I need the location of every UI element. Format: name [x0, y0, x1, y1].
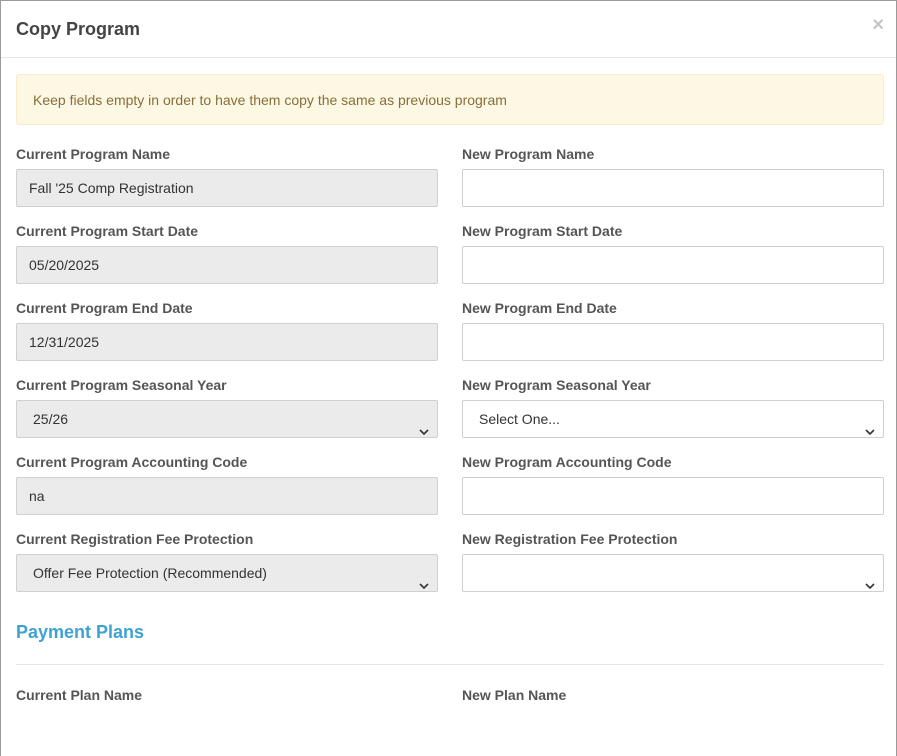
- current-program-seasonal-year-label: Current Program Seasonal Year: [16, 377, 227, 393]
- new-program-name-input[interactable]: [462, 169, 884, 207]
- new-field-col: [462, 223, 884, 284]
- field-row: [16, 454, 884, 515]
- current-plan-col: [16, 687, 438, 710]
- current-program-name-input: [16, 169, 438, 207]
- modal-body: [1, 58, 896, 710]
- field-value: 12/31/2025: [29, 334, 100, 350]
- current-field-col: [16, 146, 438, 207]
- field-row: [16, 531, 884, 592]
- current-field-col: [16, 377, 438, 438]
- divider: [16, 664, 884, 665]
- new-program-start-date-input[interactable]: [462, 246, 884, 284]
- current-field-col: [16, 223, 438, 284]
- new-plan-name-label: New Plan Name: [462, 687, 567, 703]
- field-value: Offer Fee Protection (Recommended): [33, 565, 267, 581]
- field-row: [16, 377, 884, 438]
- field-row: [16, 300, 884, 361]
- close-icon[interactable]: ×: [872, 14, 884, 36]
- new-program-name-label: New Program Name: [462, 146, 595, 162]
- new-field-col: [462, 531, 884, 592]
- chevron-down-icon: [865, 568, 875, 578]
- new-program-seasonal-year-label: New Program Seasonal Year: [462, 377, 651, 393]
- current-program-accounting-code-label: Current Program Accounting Code: [16, 454, 248, 470]
- current-registration-fee-protection-label: Current Registration Fee Protection: [16, 531, 254, 547]
- field-value: 25/26: [33, 411, 69, 427]
- chevron-down-icon: [419, 414, 429, 424]
- field-value: 05/20/2025: [29, 257, 100, 273]
- new-program-start-date-label: New Program Start Date: [462, 223, 623, 239]
- modal-header: [1, 1, 896, 58]
- field-rows: [16, 146, 884, 592]
- current-program-end-date-input: [16, 323, 438, 361]
- new-registration-fee-protection-select[interactable]: [462, 554, 884, 592]
- current-field-col: [16, 531, 438, 592]
- current-program-accounting-code-input: [16, 477, 438, 515]
- new-field-col: [462, 377, 884, 438]
- new-program-seasonal-year-select[interactable]: [462, 400, 884, 438]
- current-program-name-label: Current Program Name: [16, 146, 171, 162]
- chevron-down-icon: [865, 414, 875, 424]
- current-plan-name-label: Current Plan Name: [16, 687, 143, 703]
- new-plan-col: [462, 687, 884, 710]
- new-registration-fee-protection-label: New Registration Fee Protection: [462, 531, 678, 547]
- new-program-end-date-label: New Program End Date: [462, 300, 617, 316]
- modal-title: Copy Program: [16, 19, 141, 39]
- current-program-start-date-label: Current Program Start Date: [16, 223, 199, 239]
- field-row: [16, 146, 884, 207]
- field-value: Fall '25 Comp Registration: [29, 180, 194, 196]
- current-program-seasonal-year-select: [16, 400, 438, 438]
- current-field-col: [16, 454, 438, 515]
- chevron-down-icon: [419, 568, 429, 578]
- current-program-end-date-label: Current Program End Date: [16, 300, 193, 316]
- field-value: Select One...: [479, 411, 560, 427]
- new-field-col: [462, 300, 884, 361]
- new-field-col: [462, 454, 884, 515]
- current-program-start-date-input: [16, 246, 438, 284]
- payment-plans-heading: Payment Plans: [16, 622, 145, 642]
- field-value: na: [29, 488, 45, 504]
- new-program-accounting-code-label: New Program Accounting Code: [462, 454, 672, 470]
- plan-name-row: [16, 687, 884, 710]
- new-field-col: [462, 146, 884, 207]
- current-registration-fee-protection-select: [16, 554, 438, 592]
- new-program-end-date-input[interactable]: [462, 323, 884, 361]
- current-field-col: [16, 300, 438, 361]
- field-row: [16, 223, 884, 284]
- info-alert: Keep fields empty in order to have them copy the same as previous program: [16, 74, 884, 125]
- new-program-accounting-code-input[interactable]: [462, 477, 884, 515]
